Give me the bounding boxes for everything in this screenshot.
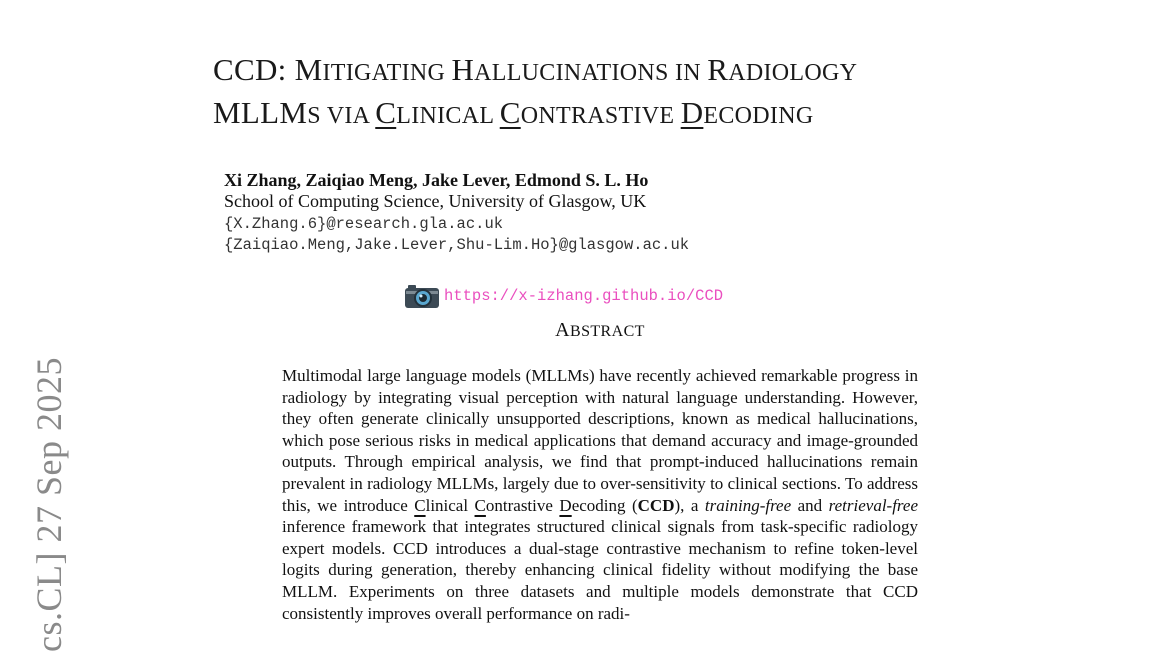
email-line-2: {Zaiqiao.Meng,Jake.Lever,Shu-Lim.Ho}@glasgow.ac.uk bbox=[224, 236, 690, 254]
affiliation: School of Computing Science, University of Glasgow, UK bbox=[224, 191, 647, 211]
camera-icon bbox=[404, 283, 440, 309]
project-link[interactable] bbox=[404, 283, 723, 309]
abstract-text: Multimodal large language models (MLLMs) have recently achieved remarkable progress in radiology by integrating visual perception with natural language understanding. However, they often generate clinically unsupported descriptions, known as medical hallucinations, which pose serious risks in medical applications that demand accuracy and image-grounded outputs. Through empirical analysis, we find that prompt-induced hallucinations remain prevalent in radiology MLLMs, largely due to over-sensitivity to clinical sections. To address this, we introduce Clinical Contrastive Decoding (CCD), a training-free and retrieval-free inference framework that integrates structured clinical signals from task-specific radiology expert models. CCD introduces a dual-stage contrastive mechanism to refine token-level logits during generation, thereby enhancing clinical fidelity without modifying the base MLLM. Experiments on three datasets and multiple models demonstrate that CCD consistently improves overall performance on radi- bbox=[282, 366, 919, 623]
project-url-link[interactable]: https://x-izhang.github.io/CCD bbox=[444, 287, 724, 305]
paper-title bbox=[213, 50, 857, 136]
email-line-1: {X.Zhang.6}@research.gla.ac.uk bbox=[224, 215, 504, 233]
abstract-heading: ABSTRACT bbox=[555, 319, 645, 341]
title-line-2: MLLMS VIA CLINICAL CONTRASTIVE DECODING bbox=[213, 95, 814, 130]
title-line-1: CCD: MITIGATING HALLUCINATIONS IN RADIOLOGY bbox=[213, 52, 858, 87]
author-list: Xi Zhang, Zaiqiao Meng, Jake Lever, Edmond S. L. Ho bbox=[224, 170, 649, 190]
arxiv-stamp: cs.CL] 27 Sep 2025 bbox=[29, 357, 69, 652]
